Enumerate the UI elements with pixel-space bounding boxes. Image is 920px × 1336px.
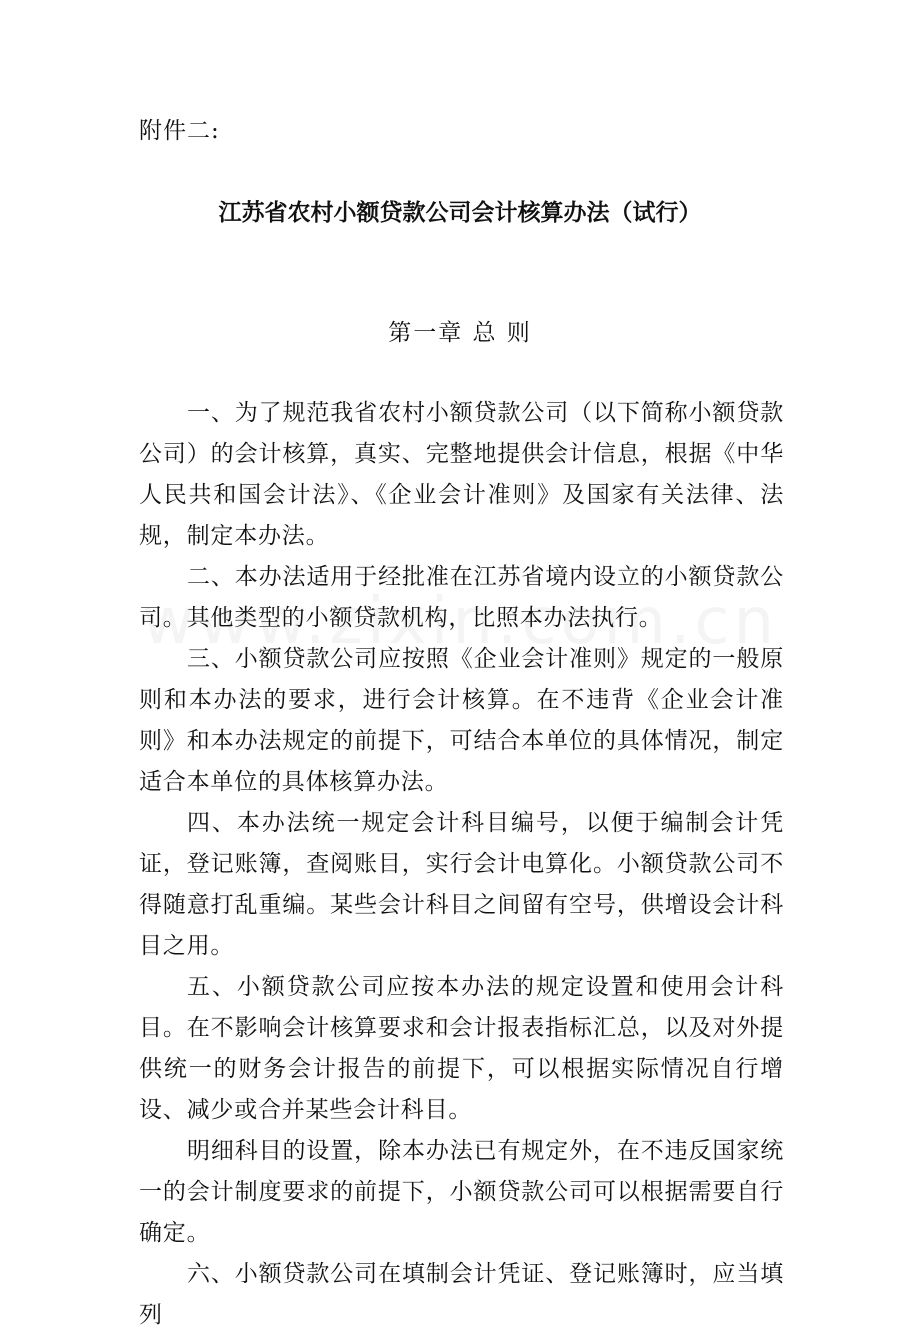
paragraph-4: 四、本办法统一规定会计科目编号，以便于编制会计凭证，登记账簿，查阅账目，实行会计电算化。小额贷款公司不得随意打乱重编。某些会计科目之间留有空号，供增设会计科目之用。 [139,810,784,959]
attachment-label: 附件二: [139,118,220,144]
paragraph-3: 三、小额贷款公司应按照《企业会计准则》规定的一般原则和本办法的要求，进行会计核算。在不违背《企业会计准则》和本办法规定的前提下，可结合本单位的具体情况，制定适合本单位的具体核算办法。 [139,646,784,795]
document-title: 江苏省农村小额贷款公司会计核算办法（试行） [218,200,702,226]
paragraph-1: 一、为了规范我省农村小额贷款公司（以下简称小额贷款公司）的会计核算，真实、完整地提供会计信息，根据《中华人民共和国会计法》、《企业会计准则》及国家有关法律、法规，制定本办法。 [139,400,784,549]
paragraph-5: 五、小额贷款公司应按本办法的规定设置和使用会计科目。在不影响会计核算要求和会计报表指标汇总，以及对外提供统一的财务会计报告的前提下，可以根据实际情况自行增设、减少或合并某些会计科目。 [139,974,784,1123]
paragraph-6: 明细科目的设置，除本办法已有规定外，在不违反国家统一的会计制度要求的前提下，小额贷款公司可以根据需要自行确定。 [139,1138,784,1246]
paragraph-7: 六、小额贷款公司在填制会计凭证、登记账簿时，应当填列 [139,1261,784,1328]
chapter-heading: 第一章 总 则 [388,320,532,346]
paragraph-2: 二、本办法适用于经批准在江苏省境内设立的小额贷款公司。其他类型的小额贷款机构，比照本办法执行。 [139,564,784,631]
document-body [139,393,784,1336]
